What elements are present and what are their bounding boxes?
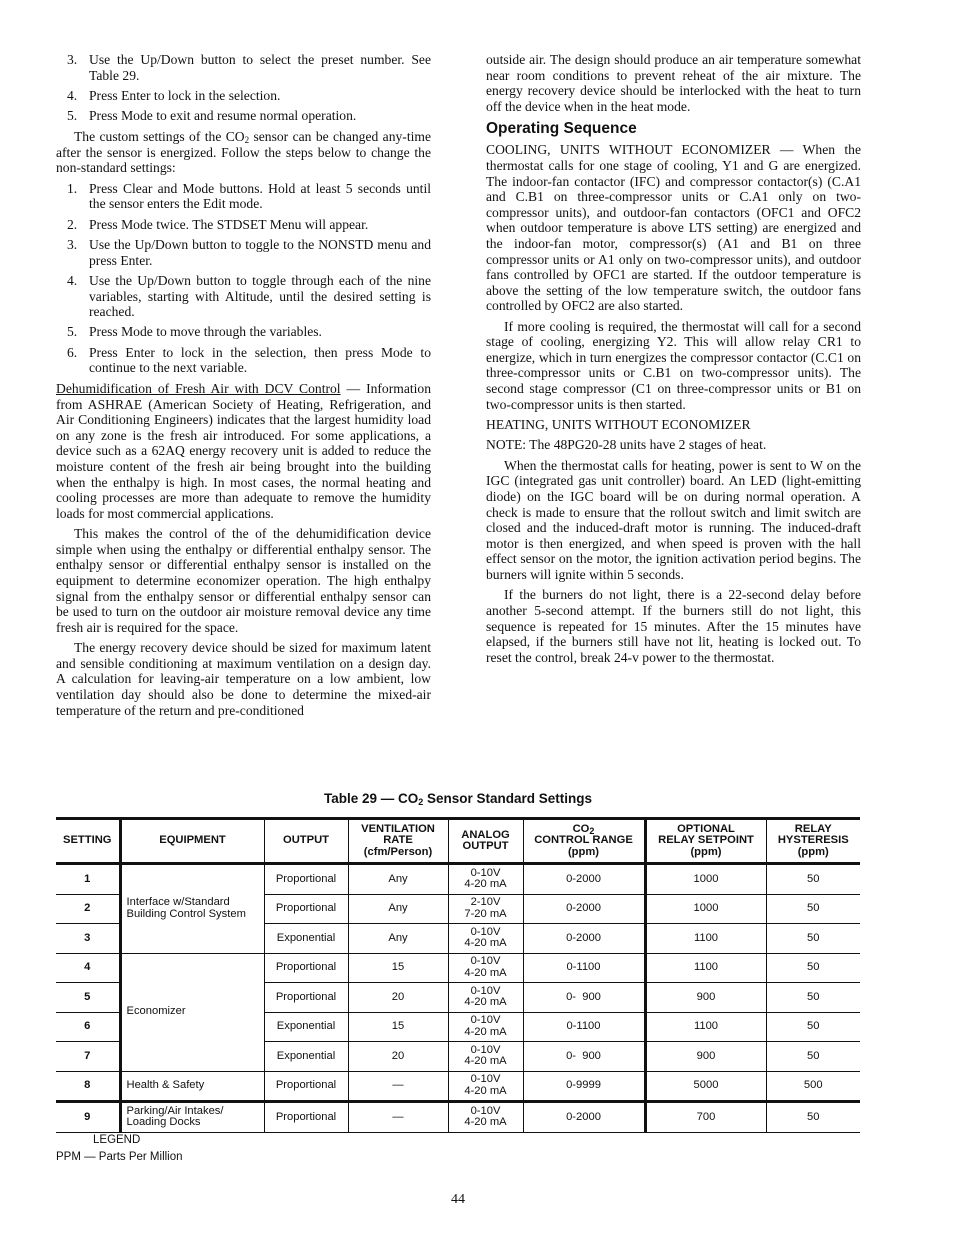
section-heading-operating-sequence: Operating Sequence: [486, 120, 637, 138]
equipment-health-safety: Health & Safety: [120, 1071, 264, 1102]
nonstandard-steps-list: [56, 181, 431, 377]
table-row: 4 Economizer Proportional 15 0-10V 4-20 mA 0-1100 1100 50: [56, 953, 860, 983]
co2-settings-table: [56, 817, 860, 1133]
left-column: [56, 52, 431, 723]
burners-paragraph: If the burners do not light, there is a 22-second delay before another 5-second attempt. If the burners still do not light, this sequence is repeated for 15 minutes. After the 15 minutes have elapsed, if the burners still have not lit, heating is locked out. To reset the control, break 24-v power to the thermostat.: [486, 587, 861, 665]
list-item: 3. Use the Up/Down button to select the preset number. See Table 29.: [67, 52, 431, 83]
heating-heading: HEATING, UNITS WITHOUT ECONOMIZER: [486, 417, 751, 433]
table-title: Table 29 — $CO_2$ Sensor Standard Settings: [323, 791, 593, 807]
dehumidification-paragraph: Dehumidification of Fresh Air with DCV Control — Information from ASHRAE (American Society of Heating, Refrigeration, and Air Conditioning Engineers) indicates that the largest humidity load on any zone is the fresh air introduced. For some applications, a device such as a 62AQ energy recovery unit is added to reduce the moisture content of the fresh air being brought into the building when the enthalpy is high. In most cases, the normal heating and cooling processes are more than adequate to remove the humidity loads for most commercial applications.: [56, 381, 431, 521]
list-item: 4. Use the Up/Down button to toggle through each of the nine variables, starting with Altitude, until the desired setting is reached.: [67, 272, 431, 320]
equipment-economizer: Economizer: [120, 953, 264, 1071]
header-relay-setpoint: OPTIONAL RELAY SETPOINT (ppm): [645, 819, 766, 864]
more-cooling-paragraph: If more cooling is required, the thermostat will call for a second stage of cooling, energizing Y2. This will allow relay CR1 to energize, which in turn energizes the compressor contactor (C.C1 on three-compressor units or C.B1 on two-compressor units). The second stage compressor (C1 on three-compressor units or B1 on two-compressor units is then started.: [486, 318, 861, 412]
table-row: 6 Exponential 15 0-10V 4-20 mA 0-1100 1100 50: [56, 1012, 860, 1042]
page-number: 44: [451, 1192, 465, 1207]
header-control-range: $CO_2$ CONTROL RANGE (ppm): [523, 819, 645, 864]
outside-air-paragraph: outside air. The design should produce an air temperature somewhat near room conditions to prevent reheat of the air mixture. The energy recovery device should be interlocked with the heat to turn off the device when in the heat mode.: [486, 52, 861, 114]
custom-settings-paragraph: The custom settings of the $CO_2$ sensor can be changed any-time after the sensor is energized. Follow the steps below to change the non-standard settings:: [56, 128, 431, 176]
header-equipment: EQUIPMENT: [120, 819, 264, 864]
table-row: 3 Exponential Any 0-10V 4-20 mA 0-2000 1100 50: [56, 924, 860, 954]
table-row: 5 Proportional 20 0-10V 4-20 mA 0- 900 900 50: [56, 983, 860, 1013]
cooling-paragraph: COOLING, UNITS WITHOUT ECONOMIZER — When the thermostat calls for one stage of cooling, Y1 and G are energized. The indoor-fan contactor (IFC) and compressor contactor(s) (C.A1 and C.B1 on three-compressor units or C.A1 only on two-compressor units), and outdoor-fan contactors (OFC1 and OFC2 when outdoor temperature is above LTS setting) are energized and the indoor-fan motor, compressor(s) (A1 and B1 on three compressor units or A1 only on two-compressor units), and outdoor fans controlled by OFC1 are started. If the outdoor temperature is above the setting of the low temperature switch, the outdoor fans controlled by OFC2 are also started.: [486, 142, 861, 314]
table-header-row: [56, 819, 860, 864]
list-item: 5. Press Mode to move through the variables.: [67, 324, 322, 340]
table-row: 8 Health & Safety Proportional — 0-10V 4-20 mA 0-9999 5000 500: [56, 1071, 860, 1102]
heating-note: NOTE: The 48PG20-28 units have 2 stages of heat.: [486, 437, 767, 453]
header-ventilation-rate: VENTILATION RATE (cfm/Person): [348, 819, 448, 864]
right-column: [486, 52, 861, 670]
table-row: 2 Proportional Any 2-10V 7-20 mA 0-2000 1000 50: [56, 894, 860, 924]
list-item: 2. Press Mode twice. The STDSET Menu will appear.: [67, 216, 369, 232]
table-row: 7 Exponential 20 0-10V 4-20 mA 0- 900 900 50: [56, 1042, 860, 1072]
list-item: 1. Press Clear and Mode buttons. Hold at least 5 seconds until the sensor enters the Edit mode.: [67, 180, 431, 212]
table-row: 1 Interface w/Standard Building Control System Proportional Any 0-10V 4-20 mA 0-2000 1000 50: [56, 864, 860, 895]
equipment-interface: Interface w/Standard Building Control System: [120, 864, 264, 954]
legend-title: LEGEND: [93, 1134, 141, 1146]
heating-paragraph: When the thermostat calls for heating, power is sent to W on the IGC (integrated gas unit controller) board. An LED (light-emitting diode) on the IGC board will be on during normal operation. A check is made to ensure that the rollout switch and limit switch are closed and the induced-draft motor is running. The induced-draft motor is then energized, and when speed is proven with the hall effect sensor on the motor, the ignition activation period begins. The burners will ignite within 5 seconds.: [486, 457, 861, 582]
header-relay-hysteresis: RELAY HYSTERESIS (ppm): [766, 819, 860, 864]
preset-steps-list: [56, 52, 431, 124]
dehumidification-heading: Dehumidification of Fresh Air with DCV Control: [56, 381, 341, 397]
legend-entry: PPM — Parts Per Million: [56, 1151, 183, 1163]
equipment-parking: Parking/Air Intakes/ Loading Docks: [120, 1102, 264, 1133]
energy-recovery-paragraph: The energy recovery device should be sized for maximum latent and sensible conditioning at maximum ventilation on a design day. A calculation for leaving-air temperature on a low ambient, low ventilation day should also be done to determine the mixed-air temperature of the return and pre-conditioned: [56, 640, 431, 718]
list-item: 4. Press Enter to lock in the selection.: [67, 87, 281, 103]
list-item: 5. Press Mode to exit and resume normal operation.: [67, 108, 357, 124]
header-output: OUTPUT: [264, 819, 348, 864]
table-row: 9 Parking/Air Intakes/ Loading Docks Proportional — 0-10V 4-20 mA 0-2000 700 50: [56, 1102, 860, 1133]
list-item: 6. Press Enter to lock in the selection, then press Mode to continue to the next variable.: [67, 344, 431, 376]
header-analog-output: ANALOG OUTPUT: [448, 819, 523, 864]
list-item: 3. Use the Up/Down button to toggle to the NONSTD menu and press Enter.: [67, 236, 431, 268]
header-setting: SETTING: [56, 819, 120, 864]
control-paragraph: This makes the control of the of the dehumidification device simple when using the enthalpy or differential enthalpy sensor. The enthalpy sensor or differential enthalpy sensor is installed on the equipment to determine economizer operation. The high enthalpy signal from the enthalpy sensor or differential enthalpy sensor can be used to turn on the outdoor air moisture removal device any time fresh air is required for the space.: [56, 526, 431, 635]
